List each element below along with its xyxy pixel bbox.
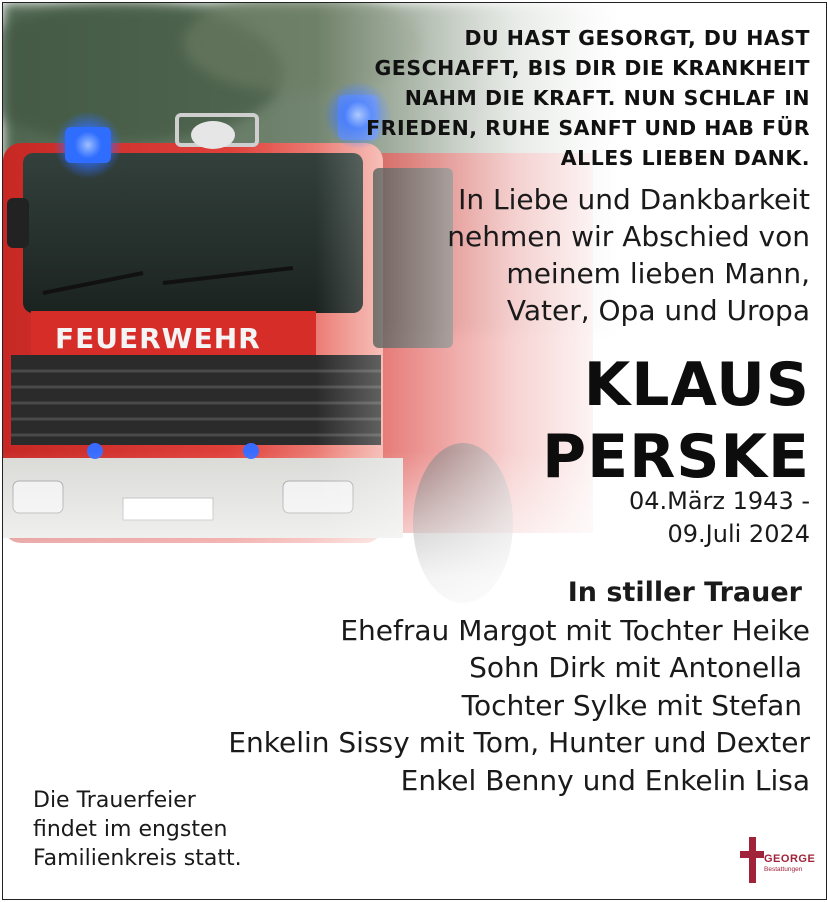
mourners-list (110, 574, 810, 799)
intro-line: nehmen wir Abschied von (447, 220, 810, 253)
first-name: KLAUS (583, 350, 810, 420)
birth-date: 04.März 1943 - (628, 487, 810, 515)
obituary-card (2, 2, 827, 900)
poem-line: ALLES LIEBEN DANK. (560, 146, 810, 170)
last-name: PERSKE (542, 422, 810, 492)
mourner-line: Sohn Dirk mit Antonella (469, 651, 802, 684)
mourners-heading: In stiller Trauer (567, 577, 802, 608)
poem-line: FRIEDEN, RUHE SANFT UND HAB FÜR (366, 116, 810, 140)
deceased-name (470, 349, 810, 493)
poem-line: NAHM DIE KRAFT. NUN SCHLAF IN (404, 86, 810, 110)
logo-subtitle: Bestattungen (764, 866, 803, 873)
mourner-line: Enkelin Sissy mit Tom, Hunter und Dexter (228, 726, 810, 759)
funeral-line: findet im engsten (33, 817, 228, 842)
cross-icon (740, 837, 764, 883)
undertaker-logo (740, 837, 820, 883)
intro-line: Vater, Opa und Uropa (506, 294, 810, 327)
death-date: 09.Juli 2024 (667, 520, 810, 548)
intro-line: meinem lieben Mann, (506, 257, 810, 290)
intro-line: In Liebe und Dankbarkeit (458, 183, 810, 216)
poem-line: DU HAST GESORGT, DU HAST (464, 26, 810, 50)
life-dates (510, 485, 810, 551)
mourner-line: Enkel Benny und Enkelin Lisa (400, 763, 810, 797)
funeral-line: Die Trauerfeier (33, 788, 196, 813)
logo-name: GEORGE (764, 853, 816, 865)
mourner-line: Ehefrau Margot mit Tochter Heike (340, 613, 810, 647)
mourner-line: Tochter Sylke mit Stefan (461, 688, 802, 722)
poem-verse (360, 23, 810, 173)
funeral-notice (33, 786, 333, 873)
funeral-line: Familienkreis statt. (33, 846, 242, 871)
poem-line: GESCHAFFT, BIS DIR DIE KRANKHEIT (374, 56, 810, 80)
farewell-intro (350, 181, 810, 329)
